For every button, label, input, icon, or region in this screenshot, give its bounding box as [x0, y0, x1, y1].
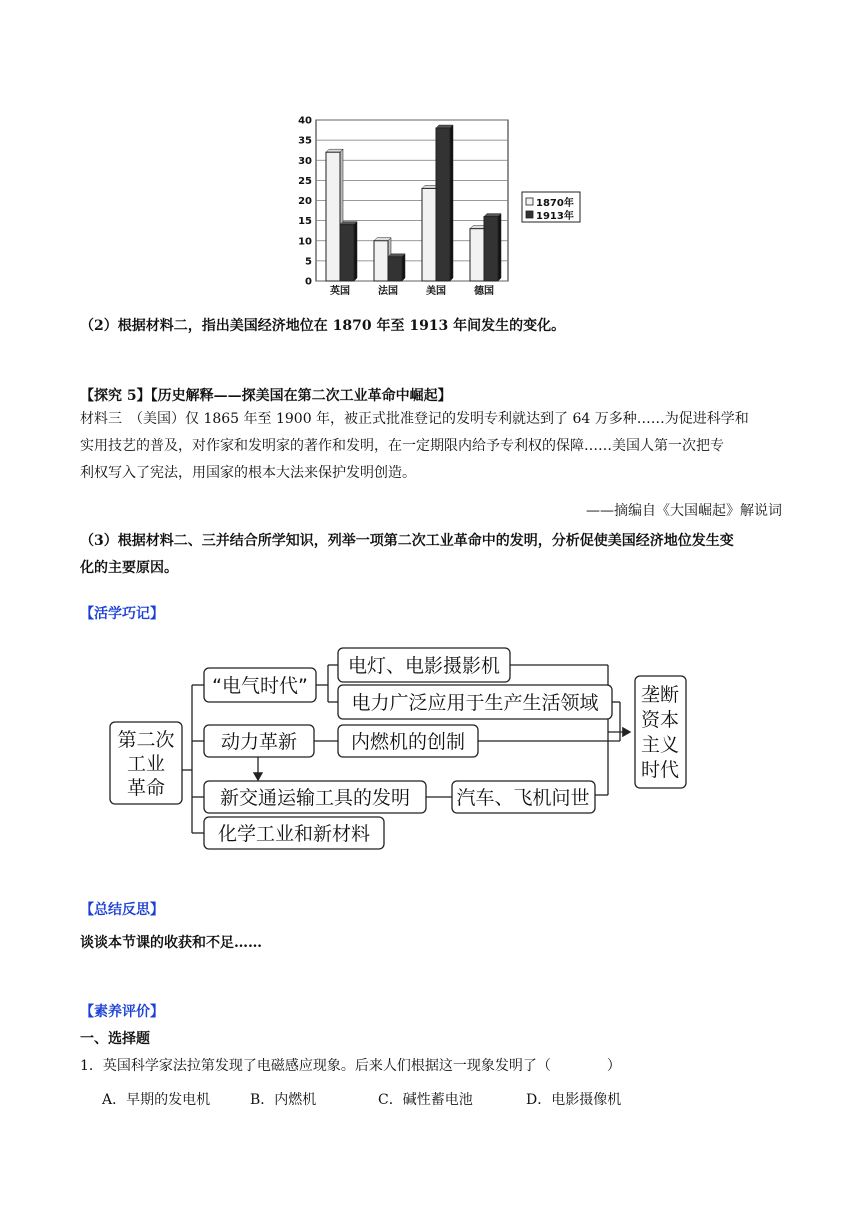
bar	[436, 128, 450, 281]
combustion-box: 内燃机的创制	[350, 731, 466, 753]
memory-heading: 【活学巧记】	[80, 606, 164, 622]
section-1-heading: 一、选择题	[80, 1031, 150, 1047]
y-tick-label: 0	[305, 276, 312, 288]
question-2: （2）根据材料二，指出美国经济地位在 1870 年至 1913 年间发生的变化。	[80, 318, 566, 334]
option-a: A．早期的发电机	[102, 1092, 211, 1108]
legend-swatch	[526, 211, 533, 218]
x-tick-label: 法国	[378, 286, 398, 297]
explore-5-heading: 【探究 5】【历史解释——探美国在第二次工业革命中崛起】	[80, 388, 452, 404]
y-tick-label: 30	[298, 155, 312, 167]
x-tick-label: 美国	[426, 286, 446, 297]
result-line-3: 主义	[640, 734, 680, 756]
chemical-box: 化学工业和新材料	[217, 823, 371, 845]
material-3-line-3: 利权写入了宪法，用国家的根本大法来保护发明创造。	[80, 465, 416, 481]
electric-item-1-box: 电灯、电影摄影机	[347, 655, 501, 677]
chart-legend	[522, 192, 580, 222]
transport-box: 新交通运输工具的发明	[219, 787, 411, 809]
bar	[340, 225, 354, 281]
y-tick-label: 35	[298, 135, 312, 147]
result-line-1: 垄断	[640, 684, 680, 706]
knowledge-diagram	[100, 640, 700, 860]
option-d: D．电影摄像机	[526, 1092, 622, 1108]
y-tick-label: 25	[298, 175, 312, 187]
root-line-3: 革命	[126, 777, 166, 799]
x-tick-label: 英国	[330, 286, 350, 297]
material-3	[80, 406, 780, 487]
summary-heading: 【总结反思】	[80, 902, 164, 918]
question-1-stem: 1．英国科学家法拉第发现了电磁感应现象。后来人们根据这一现象发明了（ ）	[80, 1058, 621, 1074]
power-box: 动力革新	[220, 731, 298, 753]
y-tick-label: 40	[298, 115, 312, 127]
legend-label: 1913年	[536, 211, 574, 222]
root-line-1: 第二次	[117, 729, 175, 751]
bar	[422, 188, 436, 281]
material-3-source: ——摘编自《大国崛起》解说词	[586, 503, 782, 519]
y-tick-label: 20	[298, 196, 312, 207]
legend-swatch	[526, 198, 533, 205]
bar	[484, 217, 498, 281]
legend-label: 1870年	[536, 198, 574, 209]
x-tick-label: 德国	[474, 286, 494, 297]
option-c: C．碱性蓄电池	[378, 1092, 473, 1108]
y-tick-label: 5	[305, 256, 312, 268]
question-3-line-2: 化的主要原因。	[80, 560, 178, 576]
question-3-line-1: （3）根据材料二、三并结合所学知识，列举一项第二次工业革命中的发明，分析促使美国经济地位发生变	[80, 533, 734, 549]
y-tick-label: 10	[298, 236, 312, 248]
result-line-4: 时代	[640, 759, 680, 781]
bar	[326, 152, 340, 281]
evaluation-heading: 【素养评价】	[80, 1004, 164, 1020]
bar	[388, 257, 402, 281]
question-3	[80, 528, 800, 582]
bar	[374, 241, 388, 281]
material-3-line-1: 材料三 （美国）仅 1865 年至 1900 年，被正式批准登记的发明专利就达到了 64 万多种……为促进科学和	[80, 411, 749, 427]
option-b: B．内燃机	[250, 1092, 317, 1108]
bar	[470, 229, 484, 281]
material-3-line-2: 实用技艺的普及，对作家和发明家的著作和发明，在一定期限内给予专利权的保障……美国人第一次把专	[80, 438, 724, 454]
root-line-2: 工业	[126, 753, 166, 775]
cars-planes-box: 汽车、飞机问世	[456, 787, 590, 809]
electric-item-2-box: 电力广泛应用于生产生活领域	[351, 692, 599, 714]
bar-chart	[286, 112, 586, 302]
result-line-2: 资本	[640, 709, 680, 731]
electric-age-box: “电气时代”	[212, 675, 308, 697]
summary-text: 谈谈本节课的收获和不足……	[80, 935, 262, 951]
y-tick-label: 15	[298, 216, 312, 228]
